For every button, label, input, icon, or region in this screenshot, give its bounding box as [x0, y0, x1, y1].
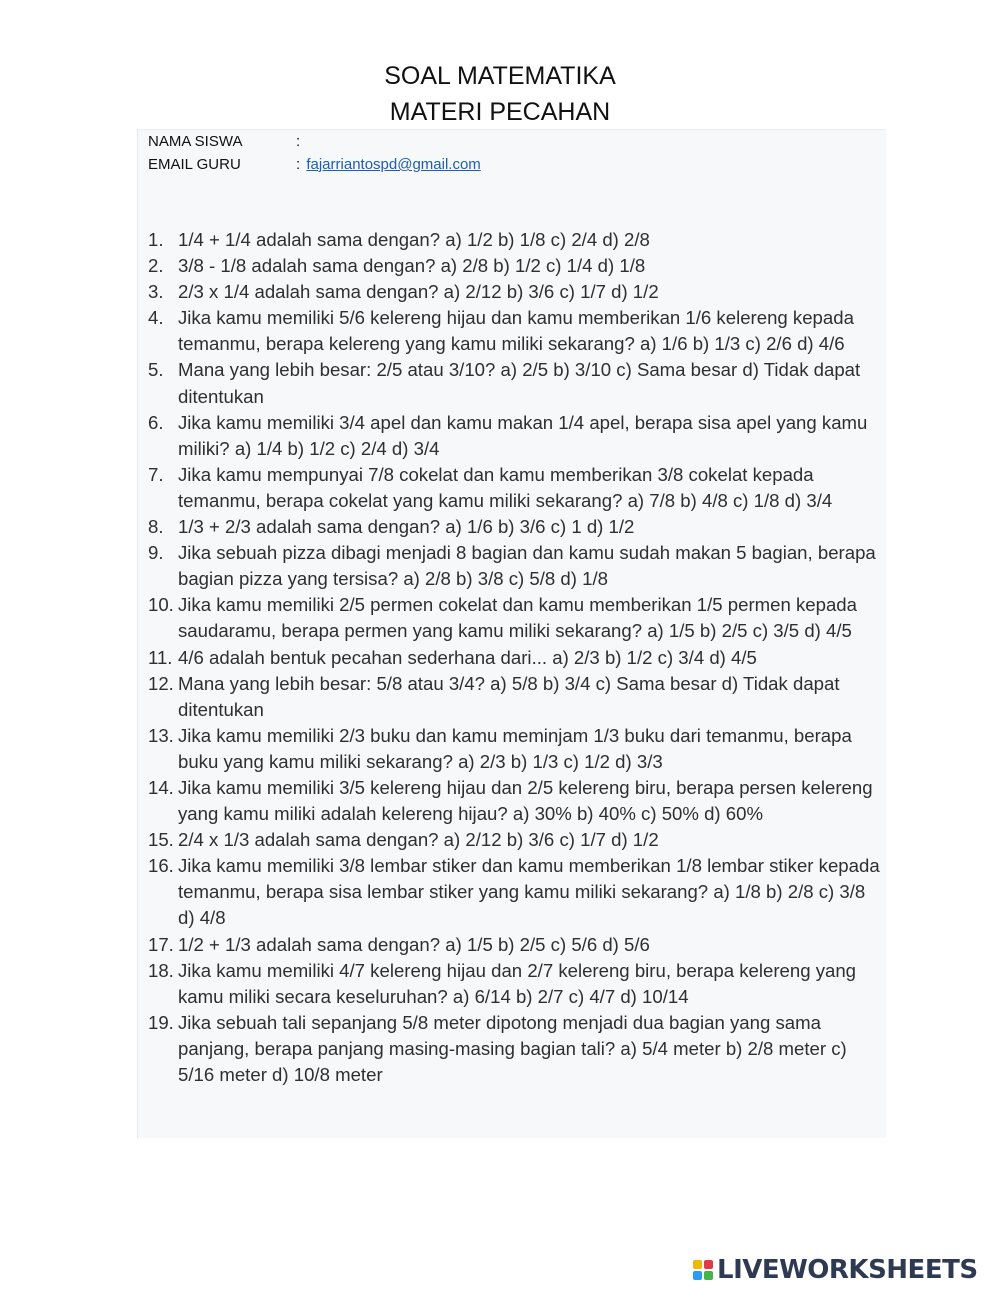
question-number: 10. [148, 594, 174, 616]
question-text: Jika sebuah pizza dibagi menjadi 8 bagian dan kamu sudah makan 5 bagian, berapa bagian pizza yang tersisa? a) 2/8 b) 3/8 c) 5/8 d) 1/8 [178, 542, 876, 590]
question-number: 13. [148, 724, 174, 746]
teacher-email-link[interactable]: fajarriantospd@gmail.com [306, 156, 481, 173]
question-text: 4/6 adalah bentuk pecahan sederhana dari... a) 2/3 b) 1/2 c) 3/4 d) 4/5 [178, 646, 757, 668]
question-text: 1/3 + 2/3 adalah sama dengan? a) 1/6 b) 3/6 c) 1 d) 1/2 [178, 516, 635, 538]
question-list [148, 227, 884, 1088]
question-text: Jika sebuah tali sepanjang 5/8 meter dipotong menjadi dua bagian yang sama panjang, berapa panjang masing-masing bagian tali? a) 5/4 meter b) 2/8 meter c) 5/16 meter d) 10/8 meter [178, 1011, 847, 1085]
teacher-email-colon: : [296, 156, 301, 173]
question-text: 2/4 x 1/3 adalah sama dengan? a) 2/12 b) 3/6 c) 1/7 d) 1/2 [178, 829, 659, 851]
question-text: Jika kamu memiliki 2/5 permen cokelat dan kamu memberikan 1/5 permen kepada saudaramu, berapa permen yang kamu miliki sekarang? a) 1/5 b) 2/5 c) 3/5 d) 4/5 [178, 594, 857, 642]
question-item [148, 853, 884, 931]
question-text: Jika kamu memiliki 3/5 kelereng hijau dan 2/5 kelereng biru, berapa persen kelereng yang kamu miliki adalah kelereng hijau? a) 30% b) 40% c) 50% d) 60% [178, 776, 873, 825]
logo-square-icon [693, 1260, 702, 1269]
question-item [148, 514, 884, 540]
question-number: 3. [148, 281, 164, 303]
question-item [148, 671, 884, 723]
question-item [148, 305, 884, 357]
question-number: 7. [148, 463, 164, 485]
question-number: 2. [148, 255, 164, 277]
question-item [148, 279, 884, 305]
question-text: 1/4 + 1/4 adalah sama dengan? a) 1/2 b) 1/8 c) 2/4 d) 2/8 [178, 229, 650, 250]
logo-square-icon [704, 1260, 713, 1269]
page-title: SOAL MATEMATIKA [384, 62, 616, 90]
question-item [148, 592, 884, 644]
question-text: Mana yang lebih besar: 2/5 atau 3/10? a) 2/5 b) 3/10 c) Sama besar d) Tidak dapat ditentukan [178, 359, 861, 407]
question-number: 16. [148, 855, 174, 877]
question-text: Jika kamu memiliki 5/6 kelereng hijau dan kamu memberikan 1/6 kelereng kepada temanmu, berapa kelereng yang kamu miliki sekarang? a) 1/6 b) 1/3 c) 2/6 d) 4/6 [178, 307, 854, 355]
question-number: 19. [148, 1011, 174, 1033]
question-number: 17. [148, 933, 174, 955]
question-number: 5. [148, 359, 164, 381]
brand-name: LIVEWORKSHEETS [717, 1255, 978, 1285]
question-text: Jika kamu memiliki 3/4 apel dan kamu makan 1/4 apel, berapa sisa apel yang kamu miliki? a) 1/4 b) 1/2 c) 2/4 d) 3/4 [178, 411, 868, 459]
student-name-row [148, 131, 302, 153]
question-text: Jika kamu memiliki 2/3 buku dan kamu meminjam 1/3 buku dari temanmu, berapa buku yang kamu miliki sekarang? a) 2/3 b) 1/3 c) 1/2 d) 3/3 [178, 724, 852, 772]
question-text: 1/2 + 1/3 adalah sama dengan? a) 1/5 b) 2/5 c) 5/6 d) 5/6 [178, 933, 650, 955]
logo-square-icon [704, 1271, 713, 1280]
question-item [148, 253, 884, 279]
question-item [148, 723, 884, 775]
question-number: 8. [148, 516, 164, 538]
question-text: Jika kamu memiliki 3/8 lembar stiker dan kamu memberikan 1/8 lembar stiker kepada temanmu, berapa sisa lembar stiker yang kamu miliki sekarang? a) 1/8 b) 2/8 c) 3/8 d) 4/8 [178, 855, 880, 929]
question-text: Jika kamu mempunyai 7/8 cokelat dan kamu memberikan 3/8 cokelat kepada temanmu, berapa cokelat yang kamu miliki sekarang? a) 7/8 b) 4/8 c) 1/8 d) 3/4 [178, 463, 833, 511]
question-item [148, 932, 884, 958]
question-text: Jika kamu memiliki 4/7 kelereng hijau dan 2/7 kelereng biru, berapa kelereng yang kamu miliki secara keseluruhan? a) 6/14 b) 2/7 c) 4/7 d) 10/14 [178, 959, 857, 1007]
question-item [148, 357, 884, 409]
question-number: 18. [148, 959, 174, 981]
question-text: 2/3 x 1/4 adalah sama dengan? a) 2/12 b) 3/6 c) 1/7 d) 1/2 [178, 281, 659, 303]
question-item [148, 410, 884, 462]
question-item [148, 540, 884, 592]
question-text: Mana yang lebih besar: 5/8 atau 3/4? a) 5/8 b) 3/4 c) Sama besar d) Tidak dapat ditentukan [178, 672, 840, 720]
question-number: 4. [148, 307, 164, 329]
question-item [148, 645, 884, 671]
question-item [148, 1010, 884, 1088]
question-item [148, 958, 884, 1010]
question-number: 11. [148, 646, 173, 668]
question-text: 3/8 - 1/8 adalah sama dengan? a) 2/8 b) 1/2 c) 1/4 d) 1/8 [178, 255, 646, 277]
question-number: 9. [148, 542, 164, 564]
question-item [148, 462, 884, 514]
liveworksheets-brand [693, 1255, 978, 1285]
question-number: 12. [148, 672, 174, 694]
question-number: 14. [148, 776, 174, 798]
question-item [148, 227, 884, 253]
question-item [148, 775, 884, 827]
worksheet-content [137, 129, 886, 1138]
question-item [148, 827, 884, 853]
liveworksheets-logo-icon [693, 1260, 713, 1280]
student-name-label: NAMA SISWA [148, 133, 243, 150]
question-number: 15. [148, 829, 174, 851]
student-name-colon: : [296, 133, 301, 150]
question-number: 1. [148, 229, 164, 250]
question-number: 6. [148, 411, 164, 433]
teacher-email-row [148, 154, 481, 176]
logo-square-icon [693, 1271, 702, 1280]
page-subtitle: MATERI PECAHAN [389, 98, 611, 126]
teacher-email-label: EMAIL GURU [148, 156, 241, 173]
